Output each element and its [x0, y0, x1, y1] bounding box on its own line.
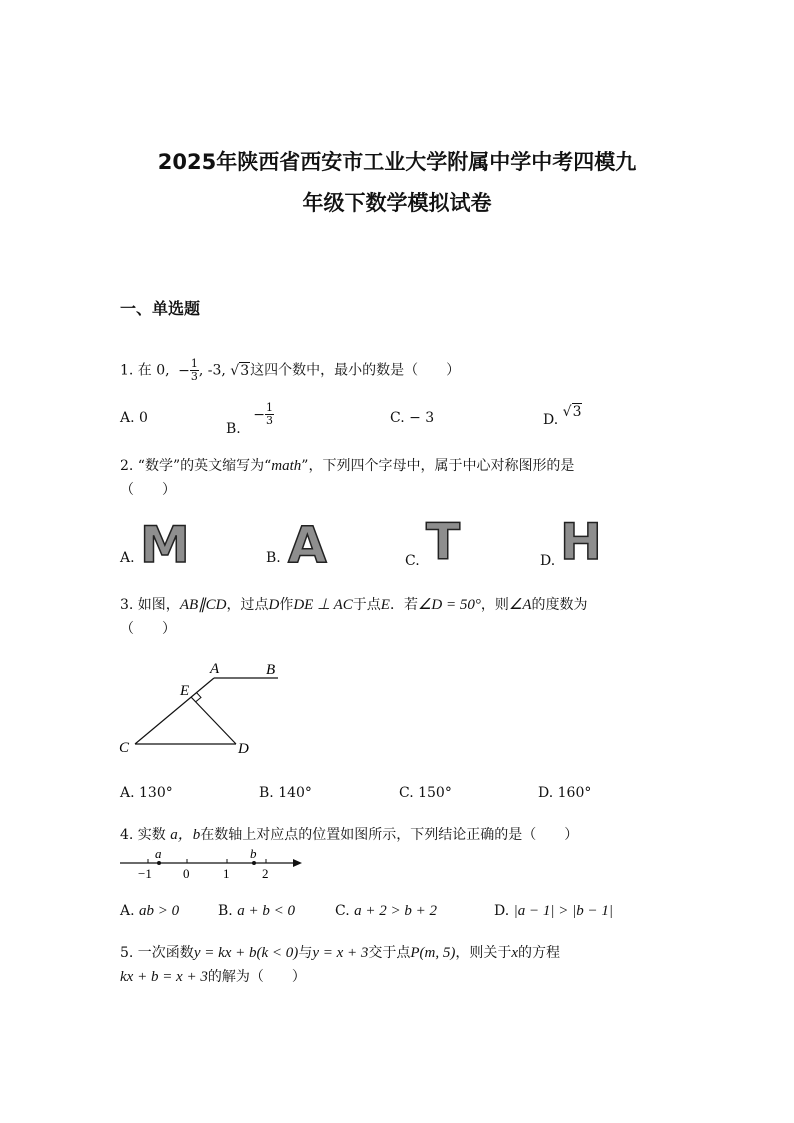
q1-option-a: A. 0 — [120, 410, 148, 426]
tick-label-2: 2 — [262, 866, 269, 880]
q1-text-mid: , -3, — [198, 362, 226, 379]
q4-number-line — [118, 844, 308, 880]
page-title-line-1: 2025年陕西省西安市工业大学附属中学中考四模九 — [157, 150, 637, 174]
q4-option-c: C. a + 2 > b + 2 — [335, 903, 437, 919]
tick-label-0: 0 — [183, 866, 190, 880]
section-heading: 一、单选题 — [120, 299, 201, 318]
q2-letter-m: M — [140, 516, 190, 574]
question-3: 3. 如图，AB∥CD，过点D作DE ⊥ AC于点E．若∠D = 50°，则∠A的度数为 — [120, 597, 588, 613]
tick-label-minus-1: −1 — [138, 866, 152, 880]
question-1: 1. 在 0, − $\frac{1}{3}$ , -3, √3这四个数中，最小的数是（ ） — [120, 357, 461, 383]
question-3-paren: （ ） — [120, 621, 176, 637]
page-title-line-2: 年级下数学模拟试卷 — [302, 191, 492, 215]
q1-text-end: 这四个数中，最小的数是（ ） — [250, 362, 461, 379]
q1-option-c: C. − 3 — [390, 410, 435, 426]
segment-ac — [135, 678, 214, 744]
right-angle-mark — [196, 693, 201, 702]
q2-option-c-label: C. — [405, 553, 420, 569]
q2-option-a-label: A. — [120, 550, 135, 566]
axis-arrow — [293, 859, 302, 867]
label-a: A — [210, 661, 220, 677]
tick-label-1: 1 — [223, 866, 230, 880]
question-2-paren: （ ） — [120, 482, 176, 498]
q3-geometry-figure — [110, 655, 300, 760]
q1-fraction: $\frac{1}{3}$ — [190, 357, 198, 383]
q1-option-b: B. − $\frac{1}{3}$ — [226, 401, 273, 437]
q2-math-word: math — [271, 458, 302, 474]
q2-letter-t: T — [426, 513, 461, 571]
point-a-label: a — [155, 846, 162, 861]
question-5-line-2: kx + b = x + 3的解为（ ） — [120, 969, 306, 985]
question-2: 2. “数学”的英文缩写为“math”，下列四个字母中，属于中心对称图形的是 — [120, 458, 575, 474]
q3-option-a: A. 130° — [120, 785, 173, 801]
q1-sqrt: √3 — [230, 362, 250, 379]
q1-option-d: D. √3 — [543, 404, 582, 428]
label-e: E — [180, 683, 190, 699]
q2-letter-a: A — [288, 516, 327, 574]
point-b-label: b — [250, 846, 257, 861]
q2-option-d-label: D. — [540, 553, 556, 569]
q2-option-b-label: B. — [266, 550, 281, 566]
q4-option-b: B. a + b < 0 — [218, 903, 295, 919]
q3-option-b: B. 140° — [259, 785, 312, 801]
segment-de — [191, 697, 236, 744]
label-d: D — [238, 741, 249, 757]
question-4: 4. 实数 a，b在数轴上对应点的位置如图所示，下列结论正确的是（ ） — [120, 827, 579, 843]
point-a — [157, 861, 161, 865]
q4-option-a: A. ab > 0 — [120, 903, 180, 919]
q1-text-start: 1. 在 0, — [120, 362, 170, 379]
q4-option-d: D. |a − 1| > |b − 1| — [494, 903, 614, 919]
label-b: B — [266, 662, 276, 678]
q2-letter-h: H — [560, 513, 602, 571]
point-b — [252, 861, 256, 865]
q3-option-c: C. 150° — [399, 785, 452, 801]
q3-option-d: D. 160° — [538, 785, 592, 801]
label-c: C — [119, 740, 130, 756]
question-5: 5. 一次函数y = kx + b(k < 0)与y = x + 3交于点P(m, 5)，则关于x的方程 — [120, 945, 561, 961]
